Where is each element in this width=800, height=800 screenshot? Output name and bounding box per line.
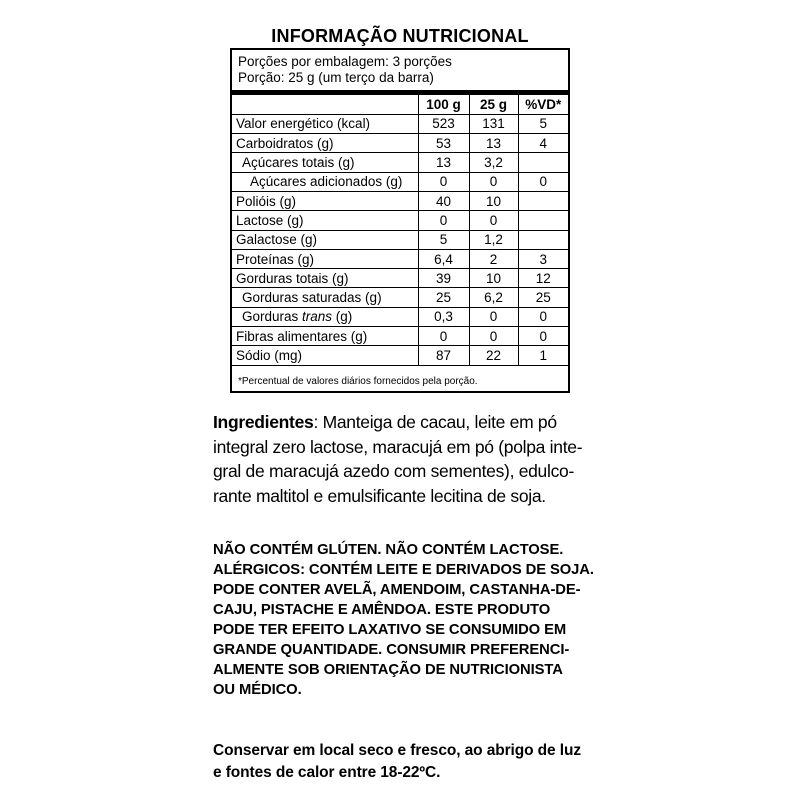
row-value-100g: 0 — [418, 172, 469, 191]
nutrition-facts-box — [230, 48, 570, 393]
row-value-100g: 39 — [418, 269, 469, 288]
row-value-25g: 13 — [469, 134, 518, 153]
table-row — [232, 172, 568, 191]
header-vd: %VD* — [518, 95, 568, 114]
row-label: Carboidratos (g) — [232, 134, 418, 153]
row-value-25g: 10 — [469, 191, 518, 210]
servings-per-package: Porções por embalagem: 3 porções — [238, 54, 452, 69]
row-value-25g: 3,2 — [469, 153, 518, 172]
storage-line: Conservar em local seco e fresco, ao abrigo de luz — [213, 742, 581, 759]
row-value-vd: 12 — [518, 269, 568, 288]
row-value-vd: 3 — [518, 249, 568, 268]
row-value-vd — [518, 230, 568, 249]
row-value-25g: 0 — [469, 211, 518, 230]
row-value-vd: 0 — [518, 327, 568, 346]
row-label: Lactose (g) — [232, 211, 418, 230]
row-value-100g: 523 — [418, 114, 469, 133]
table-row — [232, 153, 568, 172]
row-label: Sódio (mg) — [232, 346, 418, 365]
row-label: Proteínas (g) — [232, 249, 418, 268]
row-value-100g: 5 — [418, 230, 469, 249]
row-value-vd: 0 — [518, 307, 568, 326]
row-value-100g: 6,4 — [418, 249, 469, 268]
row-label: Açúcares adicionados (g) — [232, 172, 418, 191]
row-value-25g: 1,2 — [469, 230, 518, 249]
table-row — [232, 191, 568, 210]
table-row — [232, 230, 568, 249]
row-value-vd: 25 — [518, 288, 568, 307]
row-label-pre: Gorduras — [242, 309, 303, 325]
ingredients-heading: Ingredientes — [213, 412, 314, 432]
storage-instructions — [213, 740, 613, 784]
warning-line: PODE TER EFEITO LAXATIVO SE CONSUMIDO EM — [213, 622, 567, 638]
warning-line: GRANDE QUANTIDADE. CONSUMIR PREFERENCI- — [213, 642, 570, 658]
row-label: Galactose (g) — [232, 230, 418, 249]
row-label: Valor energético (kcal) — [232, 114, 418, 133]
ingredients-line: integral zero lactose, maracujá em pó (polpa inte- — [213, 436, 583, 457]
row-value-vd: 1 — [518, 346, 568, 365]
row-value-100g: 0,3 — [418, 307, 469, 326]
nutrition-table — [232, 95, 568, 366]
row-value-25g: 131 — [469, 114, 518, 133]
row-label: Gorduras saturadas (g) — [232, 288, 418, 307]
table-row — [232, 327, 568, 346]
table-header-row — [232, 95, 568, 114]
row-label: Polióis (g) — [232, 191, 418, 210]
table-row — [232, 134, 568, 153]
row-value-vd — [518, 153, 568, 172]
row-label: Açúcares totais (g) — [232, 153, 418, 172]
warning-line: PODE CONTER AVELÃ, AMENDOIM, CASTANHA-DE- — [213, 582, 581, 598]
row-value-100g: 0 — [418, 327, 469, 346]
table-row — [232, 269, 568, 288]
row-label-italic: trans — [302, 309, 333, 325]
row-value-vd: 0 — [518, 172, 568, 191]
row-value-100g: 13 — [418, 153, 469, 172]
row-value-vd: 4 — [518, 134, 568, 153]
serving-size: Porção: 25 g (um terço da barra) — [238, 70, 434, 85]
row-value-100g: 40 — [418, 191, 469, 210]
storage-line: e fontes de calor entre 18-22ºC. — [213, 764, 441, 781]
table-row — [232, 288, 568, 307]
header-25g: 25 g — [469, 95, 518, 114]
nutrition-title: INFORMAÇÃO NUTRICIONAL — [271, 26, 529, 46]
row-value-100g: 0 — [418, 211, 469, 230]
row-value-25g: 22 — [469, 346, 518, 365]
row-label: Fibras alimentares (g) — [232, 327, 418, 346]
table-footnote: *Percentual de valores diários fornecidos pela porção. — [238, 376, 478, 387]
warning-line: NÃO CONTÉM GLÚTEN. NÃO CONTÉM LACTOSE. — [213, 542, 564, 558]
row-label: Gorduras totais (g) — [232, 269, 418, 288]
row-value-25g: 10 — [469, 269, 518, 288]
ingredients-line: rante maltitol e emulsificante lecitina de soja. — [213, 485, 546, 506]
header-100g: 100 g — [418, 95, 469, 114]
ingredients-line — [213, 410, 593, 435]
row-value-25g: 0 — [469, 172, 518, 191]
row-value-25g: 0 — [469, 327, 518, 346]
row-value-25g: 2 — [469, 249, 518, 268]
ingredients-line: gral de maracujá azedo com sementes), edulco- — [213, 461, 574, 481]
row-value-vd — [518, 211, 568, 230]
row-value-25g: 6,2 — [469, 288, 518, 307]
row-value-100g: 87 — [418, 346, 469, 365]
table-row — [232, 114, 568, 133]
table-row — [232, 307, 568, 326]
warning-line: CAJU, PISTACHE E AMÊNDOA. ESTE PRODUTO — [213, 602, 551, 618]
row-value-100g: 53 — [418, 134, 469, 153]
warning-line: OU MÉDICO. — [213, 682, 302, 698]
table-row — [232, 249, 568, 268]
allergen-warning — [213, 540, 603, 700]
table-row — [232, 211, 568, 230]
row-label-post: (g) — [332, 309, 353, 325]
ingredients-paragraph — [213, 410, 593, 508]
row-label-trans — [232, 307, 418, 326]
table-row — [232, 346, 568, 365]
warning-line: ALÉRGICOS: CONTÉM LEITE E DERIVADOS DE SOJA. — [213, 562, 594, 578]
warning-line: ALMENTE SOB ORIENTAÇÃO DE NUTRICIONISTA — [213, 662, 563, 678]
row-value-vd — [518, 191, 568, 210]
header-label — [232, 95, 418, 114]
row-value-100g: 25 — [418, 288, 469, 307]
row-value-25g: 0 — [469, 307, 518, 326]
ingredients-text: : Manteiga de cacau, leite em pó — [313, 412, 557, 432]
row-value-vd: 5 — [518, 114, 568, 133]
